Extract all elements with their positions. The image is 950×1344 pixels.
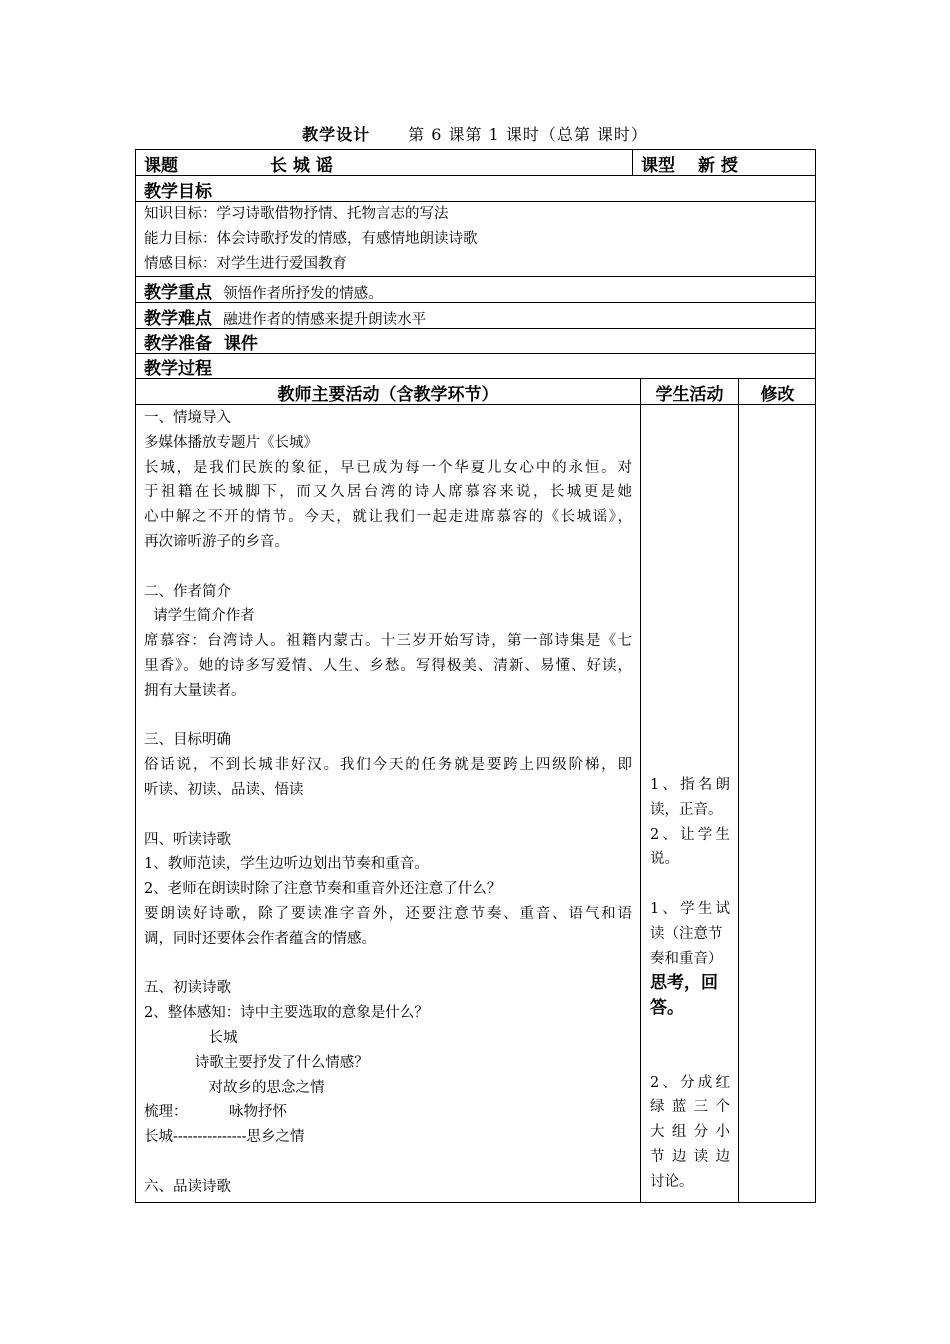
teacher-line: 长城 [144,1029,238,1046]
teacher-line: 心中解之不开的情节。今天，就让我们一起走进席慕容的《长城谣》， [144,509,632,526]
teacher-line: 对故乡的思念之情 [144,1079,325,1096]
teacher-line: 要朗读好诗歌，除了要读准字音外，还要注意节奏、重音、语气和语 [144,905,632,922]
student-line: 绿蓝三个 [650,1099,730,1116]
key-point-value: 领悟作者所抒发的情感。 [223,286,383,302]
key-point-label: 教学重点 [144,283,212,303]
student-line [650,872,730,897]
teacher-line: 五、初读诗歌 [144,980,231,997]
student-line: 奏和重音） [650,950,723,967]
topic-value: 长 城 谣 [270,156,333,176]
document-title: 教学设计 [302,125,371,144]
teacher-line [144,952,632,977]
topic-label: 课题 [144,156,178,176]
teacher-line: 一、情境导入 [144,410,231,426]
student-activities [650,773,730,1195]
teacher-line [144,803,632,828]
teacher-line: 调，同时还要体会作者蕴含的情感。 [144,930,376,947]
student-line: 答。 [650,998,684,1019]
lesson-info: 第 6 课第 1 课时（总第 课时） [408,125,648,144]
student-line: 读，正音。 [650,801,723,818]
goal-item: 能力目标：体会诗歌抒发的情感，有感情地朗读诗歌 [144,230,478,247]
student-line: 说。 [650,851,679,868]
goal-item: 知识目标：学习诗歌借物抒情、托物言志的写法 [144,206,449,222]
teacher-line: 长城，是我们民族的象征，早已成为每一个华夏儿女心中的永恒。对 [144,459,632,476]
student-line: 1、指名朗 [650,777,730,793]
student-line: 思考，回 [650,973,718,994]
teacher-line: 拥有大量读者。 [144,682,246,699]
teacher-line: 席慕容：台湾诗人。祖籍内蒙古。十三岁开始写诗，第一部诗集是《七 [144,633,632,650]
goals-label: 教学目标 [144,182,212,202]
student-line: 读（注意节 [650,925,723,942]
key-point-row [144,278,383,307]
process-label: 教学过程 [144,359,212,379]
teacher-line [144,1150,632,1175]
teacher-line: 梳理： 咏物抒怀 [144,1104,287,1121]
teacher-line: 2、老师在朗读时除了注意节奏和重音外还注意了什么？ [144,881,502,898]
teacher-line: 二、作者简介 [144,583,231,600]
student-line [650,1046,730,1071]
teacher-line [144,555,632,580]
teacher-line: 长城---------------思乡之情 [144,1129,305,1146]
teacher-line: 俗话说，不到长城非好汉。我们今天的任务就是要跨上四级阶梯，即 [144,757,632,774]
teacher-line: 里香》。她的诗多写爱情、人生、乡愁。写得极美、清新、易懂、好读， [144,657,632,674]
student-line: 2、分成红 [650,1074,730,1091]
student-line: 1、学生试 [650,900,730,917]
revise-column-header: 修改 [760,385,795,405]
student-line: 节边读边 [650,1148,730,1165]
difficulty-value: 融进作者的情感来提升朗读水平 [223,312,427,328]
student-line: 大组分小 [650,1124,730,1141]
teacher-line: 三、目标明确 [144,732,231,749]
teacher-line: 听读、初读、品读、悟读 [144,781,304,798]
prep-label: 教学准备 [144,334,212,354]
student-line: 2、让学生 [650,826,730,843]
teacher-column-header: 教师主要活动（含教学环节） [277,385,499,405]
teacher-line: 诗歌主要抒发了什么情感？ [144,1054,369,1071]
type-label: 课型 [641,156,675,176]
teacher-line: 再次谛听游子的乡音。 [144,533,289,550]
student-column-header: 学生活动 [655,385,724,405]
teacher-line: 2、整体感知：诗中主要选取的意象是什么？ [144,1005,429,1022]
type-value: 新 授 [698,156,738,176]
teacher-line: 1、教师范读，学生边听边划出节奏和重音。 [144,856,429,873]
teacher-line [144,704,632,729]
student-line: 讨论。 [650,1173,694,1190]
teacher-line: 六、品读诗歌 [144,1178,231,1195]
teacher-line: 多媒体播放专题片《长城》 [144,434,318,451]
page-title [135,122,815,145]
teacher-line: 四、听读诗歌 [144,831,231,848]
goal-item: 情感目标：对学生进行爱国教育 [144,255,347,272]
prep-value: 课件 [223,334,258,354]
teacher-line: 请学生简介作者 [144,608,255,625]
prep-row [144,329,258,354]
difficulty-label: 教学难点 [144,309,212,329]
student-line [650,1021,730,1046]
teacher-activities [144,406,632,1200]
teacher-line: 于祖籍在长城脚下，而又久居台湾的诗人席慕容来说，长城更是她 [144,484,632,501]
goals-list [144,202,478,276]
